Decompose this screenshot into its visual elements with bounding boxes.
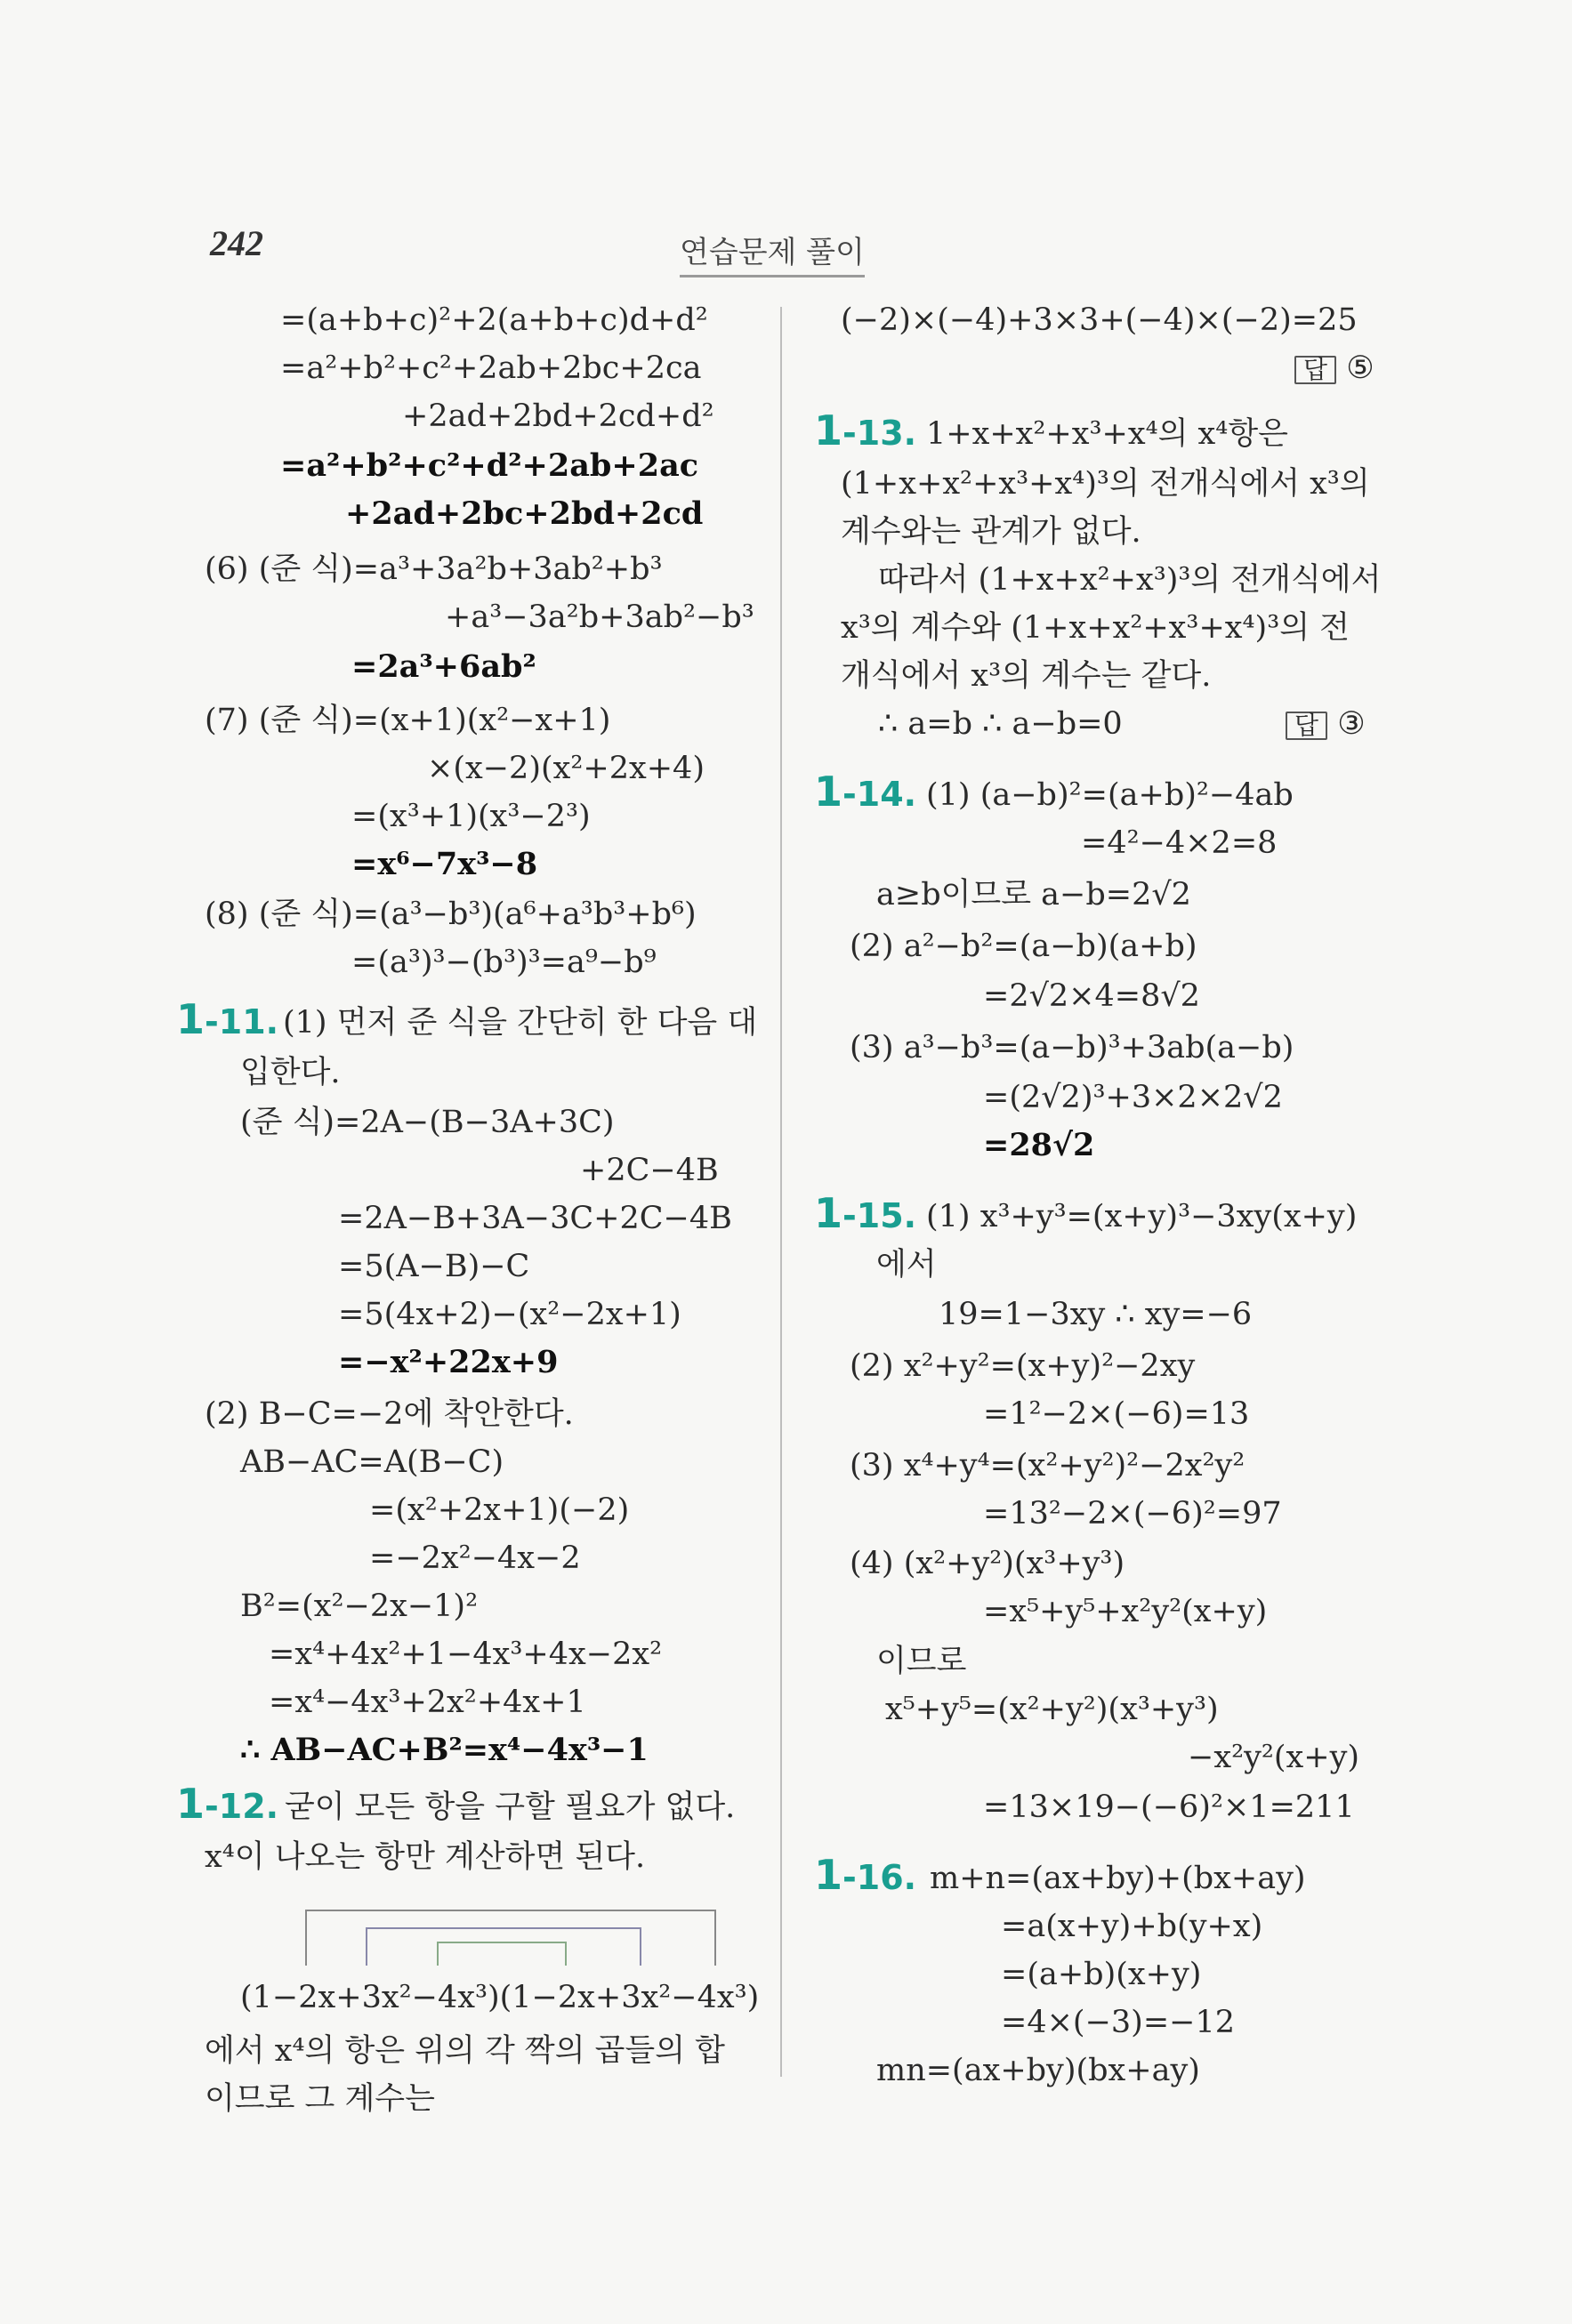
solution-line: x³의 계수와 (1+x+x²+x³+x⁴)³의 전 (841, 610, 1350, 646)
solution-line: =(x³+1)(x³−2³) (351, 799, 591, 834)
solution-line: AB−AC=A(B−C) (240, 1444, 504, 1480)
solution-line-7: (7) (준 식)=(x+1)(x²−x+1) (205, 703, 611, 738)
solution-line: (1) 먼저 준 식을 간단히 한 다음 대 (283, 1005, 758, 1041)
solution-line: =x⁶−7x³−8 (351, 846, 538, 882)
solution-line: mn=(ax+by)(bx+ay) (876, 2053, 1200, 2088)
solution-line: x⁵+y⁵=(x²+y²)(x³+y³) (885, 1692, 1219, 1727)
page-number: 242 (210, 223, 263, 263)
solution-line: (2) x²+y²=(x+y)²−2xy (850, 1348, 1196, 1384)
answer-badge: 답 (1294, 356, 1336, 384)
solution-line-8: (8) (준 식)=(a³−b³)(a⁶+a³b³+b⁶) (205, 897, 697, 932)
problem-number-1-14: 1-14. (814, 768, 917, 816)
solution-line: +2ad+2bd+2cd+d² (402, 398, 714, 434)
problem-number-1-16: 1-16. (814, 1851, 917, 1899)
solution-line: =a(x+y)+b(y+x) (1001, 1909, 1263, 1944)
solution-line: ∴ a=b ∴ a−b=0 (878, 706, 1123, 742)
solution-line: =x⁵+y⁵+x²y²(x+y) (983, 1594, 1268, 1629)
problem-number-1-15: 1-15. (814, 1189, 917, 1237)
solution-line: (1) x³+y³=(x+y)³−3xy(x+y) (926, 1199, 1358, 1234)
solution-line: +2ad+2bc+2bd+2cd (345, 495, 704, 532)
solution-line: =−2x²−4x−2 (369, 1540, 581, 1576)
solution-line: (4) (x²+y²)(x³+y³) (850, 1546, 1125, 1581)
solution-line: =(a+b)(x+y) (1001, 1957, 1202, 1992)
solution-line: (1+x+x²+x³+x⁴)³의 전개식에서 x³의 (841, 466, 1370, 502)
solution-line: =2√2×4=8√2 (983, 978, 1200, 1014)
solution-line: =(2√2)³+3×2×2√2 (983, 1080, 1283, 1115)
solution-line: (2) B−C=−2에 착안한다. (205, 1396, 574, 1432)
solution-line: ×(x−2)(x²+2x+4) (427, 751, 705, 786)
solution-line: =13²−2×(−6)²=97 (983, 1496, 1282, 1532)
solution-line: 19=1−3xy ∴ xy=−6 (939, 1297, 1253, 1332)
solution-line: (1) (a−b)²=(a+b)²−4ab (926, 777, 1294, 813)
solution-line: −x²y²(x+y) (1188, 1740, 1360, 1775)
solution-line: 이므로 (876, 1644, 967, 1679)
solution-line: +2C−4B (580, 1153, 719, 1188)
solution-line: +a³−3a²b+3ab²−b³ (445, 599, 754, 635)
answer-line (1286, 706, 1366, 742)
page-title: 연습문제 풀이 (680, 228, 865, 277)
solution-line: =4²−4×2=8 (1081, 825, 1278, 861)
solution-line: =5(A−B)−C (338, 1249, 530, 1284)
solution-line: =(a³)³−(b³)³=a⁹−b⁹ (351, 945, 657, 980)
solution-line: 계수와는 관계가 없다. (841, 514, 1141, 550)
answer-line (1294, 350, 1374, 386)
solution-line-6: (6) (준 식)=a³+3a²b+3ab²+b³ (205, 551, 663, 587)
solution-line: (3) a³−b³=(a−b)³+3ab(a−b) (850, 1030, 1294, 1066)
solution-line: =13×19−(−6)²×1=211 (983, 1789, 1355, 1825)
pairing-brackets (302, 1903, 765, 1974)
solution-line: =x⁴+4x²+1−4x³+4x−2x² (269, 1636, 663, 1672)
problem-number-1-13: 1-13. (814, 406, 917, 454)
solution-line: 에서 (876, 1247, 937, 1283)
solution-line: (3) x⁴+y⁴=(x²+y²)²−2x²y² (850, 1448, 1246, 1484)
solution-line: (1−2x+3x²−4x³)(1−2x+3x²−4x³) (240, 1980, 760, 2015)
solution-line: =(a+b+c)²+2(a+b+c)d+d² (280, 302, 708, 338)
solution-line: =a²+b²+c²+2ab+2bc+2ca (280, 350, 702, 386)
solution-line: =28√2 (983, 1127, 1095, 1163)
solution-line: =1²−2×(−6)=13 (983, 1396, 1250, 1432)
solution-line: B²=(x²−2x−1)² (240, 1588, 479, 1624)
solution-line: 따라서 (1+x+x²+x³)³의 전개식에서 (878, 562, 1382, 598)
problem-number-1-12: 1-12. (176, 1780, 279, 1828)
solution-line: =5(4x+2)−(x²−2x+1) (338, 1297, 681, 1332)
solution-line: a≥b이므로 a−b=2√2 (876, 877, 1191, 913)
solution-line: (준 식)=2A−(B−3A+3C) (240, 1105, 615, 1140)
solution-line: =x⁴−4x³+2x²+4x+1 (269, 1685, 586, 1720)
problem-number-1-11: 1-11. (176, 995, 279, 1043)
solution-line: =2a³+6ab² (351, 648, 536, 685)
solution-line: 굳이 모든 항을 구할 필요가 없다. (285, 1789, 736, 1825)
column-divider (780, 307, 782, 2077)
solution-line: =2A−B+3A−3C+2C−4B (338, 1201, 732, 1236)
solution-line: =−x²+22x+9 (338, 1344, 559, 1380)
answer-value: ⑤ (1346, 350, 1374, 386)
solution-line: (2) a²−b²=(a−b)(a+b) (850, 929, 1197, 964)
solution-line: (−2)×(−4)+3×3+(−4)×(−2)=25 (841, 302, 1358, 338)
solution-line: ∴ AB−AC+B²=x⁴−4x³−1 (240, 1732, 649, 1768)
solution-line: =(x²+2x+1)(−2) (369, 1492, 630, 1528)
solution-line: =a²+b²+c²+d²+2ab+2ac (280, 447, 699, 484)
solution-line: 에서 x⁴의 항은 위의 각 짝의 곱들의 합 (205, 2033, 725, 2069)
solution-line: 1+x+x²+x³+x⁴의 x⁴항은 (926, 416, 1288, 452)
solution-line: 개식에서 x³의 계수는 같다. (841, 658, 1212, 694)
solution-line: 이므로 그 계수는 (205, 2081, 435, 2117)
solution-line: m+n=(ax+by)+(bx+ay) (930, 1861, 1306, 1896)
answer-badge: 답 (1286, 712, 1327, 740)
answer-value: ③ (1337, 706, 1366, 742)
solution-line: x⁴이 나오는 항만 계산하면 된다. (205, 1839, 646, 1875)
solution-line: 입한다. (240, 1055, 341, 1090)
solution-line: =4×(−3)=−12 (1001, 2005, 1236, 2040)
